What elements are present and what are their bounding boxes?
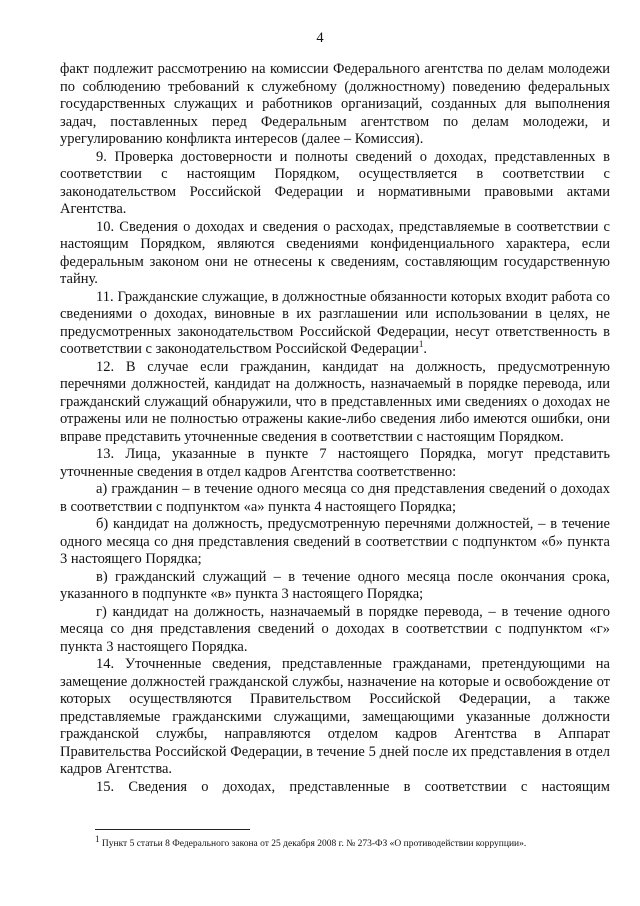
- footnote-marker: 1: [95, 833, 100, 844]
- paragraph-continuation: факт подлежит рассмотрению на комиссии Федерального агентства по делам молодежи по соблюдению требований к служебному (должностному) поведению федеральных государственных служащих и работников организаций, созданных для выполнения задач, поставленных перед Федеральным агентством по делам молодежи, и урегулированию конфликта интересов (далее – Комиссия).: [60, 61, 610, 147]
- subparagraph-v: в) гражданский служащий – в течение одного месяца после окончания срока, указанного в подпункте «в» пункта 3 настоящего Порядка;: [60, 568, 610, 602]
- paragraph-11-text: 11. Гражданские служащие, в должностные обязанности которых входит работа со сведениями о доходах, виновные в их разглашении или использовании в целях, не предусмотренных законодательством Российской Федерации, несут ответственность в соответствии с законодательством Российской Федерации: [60, 288, 610, 357]
- paragraph-14: 14. Уточненные сведения, представленные гражданами, претендующими на замещение должностей гражданской службы, назначение на которые и освобождение от которых осуществляются Правительством Российской Федерации, а также представляемые гражданскими служащими, замещающими указанные должности гражданской службы, направляются отделом кадров Агентства в Аппарат Правительства Российской Федерации, в течение 5 дней после их представления в отдел кадров Агентства.: [60, 656, 610, 777]
- subparagraph-b: б) кандидат на должность, предусмотренную перечнями должностей, – в течение одного месяца со дня представления сведений в соответствии с подпунктом «б» пункта 3 настоящего Порядка;: [60, 516, 610, 567]
- footnote-text: Пункт 5 статьи 8 Федерального закона от 25 декабря 2008 г. № 273-ФЗ «О противодействии коррупции».: [101, 839, 527, 849]
- page-number: 4: [316, 30, 324, 46]
- paragraph-9: 9. Проверка достоверности и полноты сведений о доходах, представленных в соответствии с настоящим Порядком, осуществляется в соответствии с законодательством Российской Федерации и нормативными правовыми актами Агентства.: [60, 148, 610, 217]
- subparagraph-a: а) гражданин – в течение одного месяца со дня представления сведений о доходах в соответствии с подпунктом «а» пункта 4 настоящего Порядка;: [60, 481, 610, 515]
- paragraph-13: 13. Лица, указанные в пункте 7 настоящего Порядка, могут представить уточненные сведения в отдел кадров Агентства соответственно:: [60, 446, 610, 480]
- subparagraph-g: г) кандидат на должность, назначаемый в порядке перевода, – в течение одного месяца со дня представления сведений о доходах в соответствии с подпунктом «г» пункта 3 настоящего Порядка.: [60, 603, 610, 655]
- paragraph-12: 12. В случае если гражданин, кандидат на должность, предусмотренную перечнями должностей, кандидат на должность, назначаемый в порядке перевода, или гражданский служащий обнаружили, что в представленных ими сведениях о доходах не отражены или не полностью отражены какие-либо сведения либо имеются ошибки, они вправе представить уточненные сведения в соответствии с настоящим Порядком.: [60, 358, 610, 445]
- footnote-reference: 1: [418, 339, 424, 350]
- body-text: [60, 61, 610, 796]
- footnote-separator: [95, 829, 250, 830]
- paragraph-15: 15. Сведения о доходах, представленные в соответствии с настоящим: [96, 778, 610, 795]
- paragraph-11: 11. Гражданские служащие, в должностные обязанности которых входит работа со сведениями о доходах, виновные в их разглашении или использовании в целях, не предусмотренных законодательством Российской Федерации, несут ответственность в соответствии с законодательством Российской Федерации$^1$.: [60, 288, 610, 357]
- footnote: [95, 833, 615, 850]
- paragraph-10: 10. Сведения о доходах и сведения о расходах, представляемые в соответствии с настоящим Порядком, являются сведениями конфиденциального характера, если федеральным законом они не отнесены к сведениям, составляющим государственную тайну.: [60, 218, 610, 287]
